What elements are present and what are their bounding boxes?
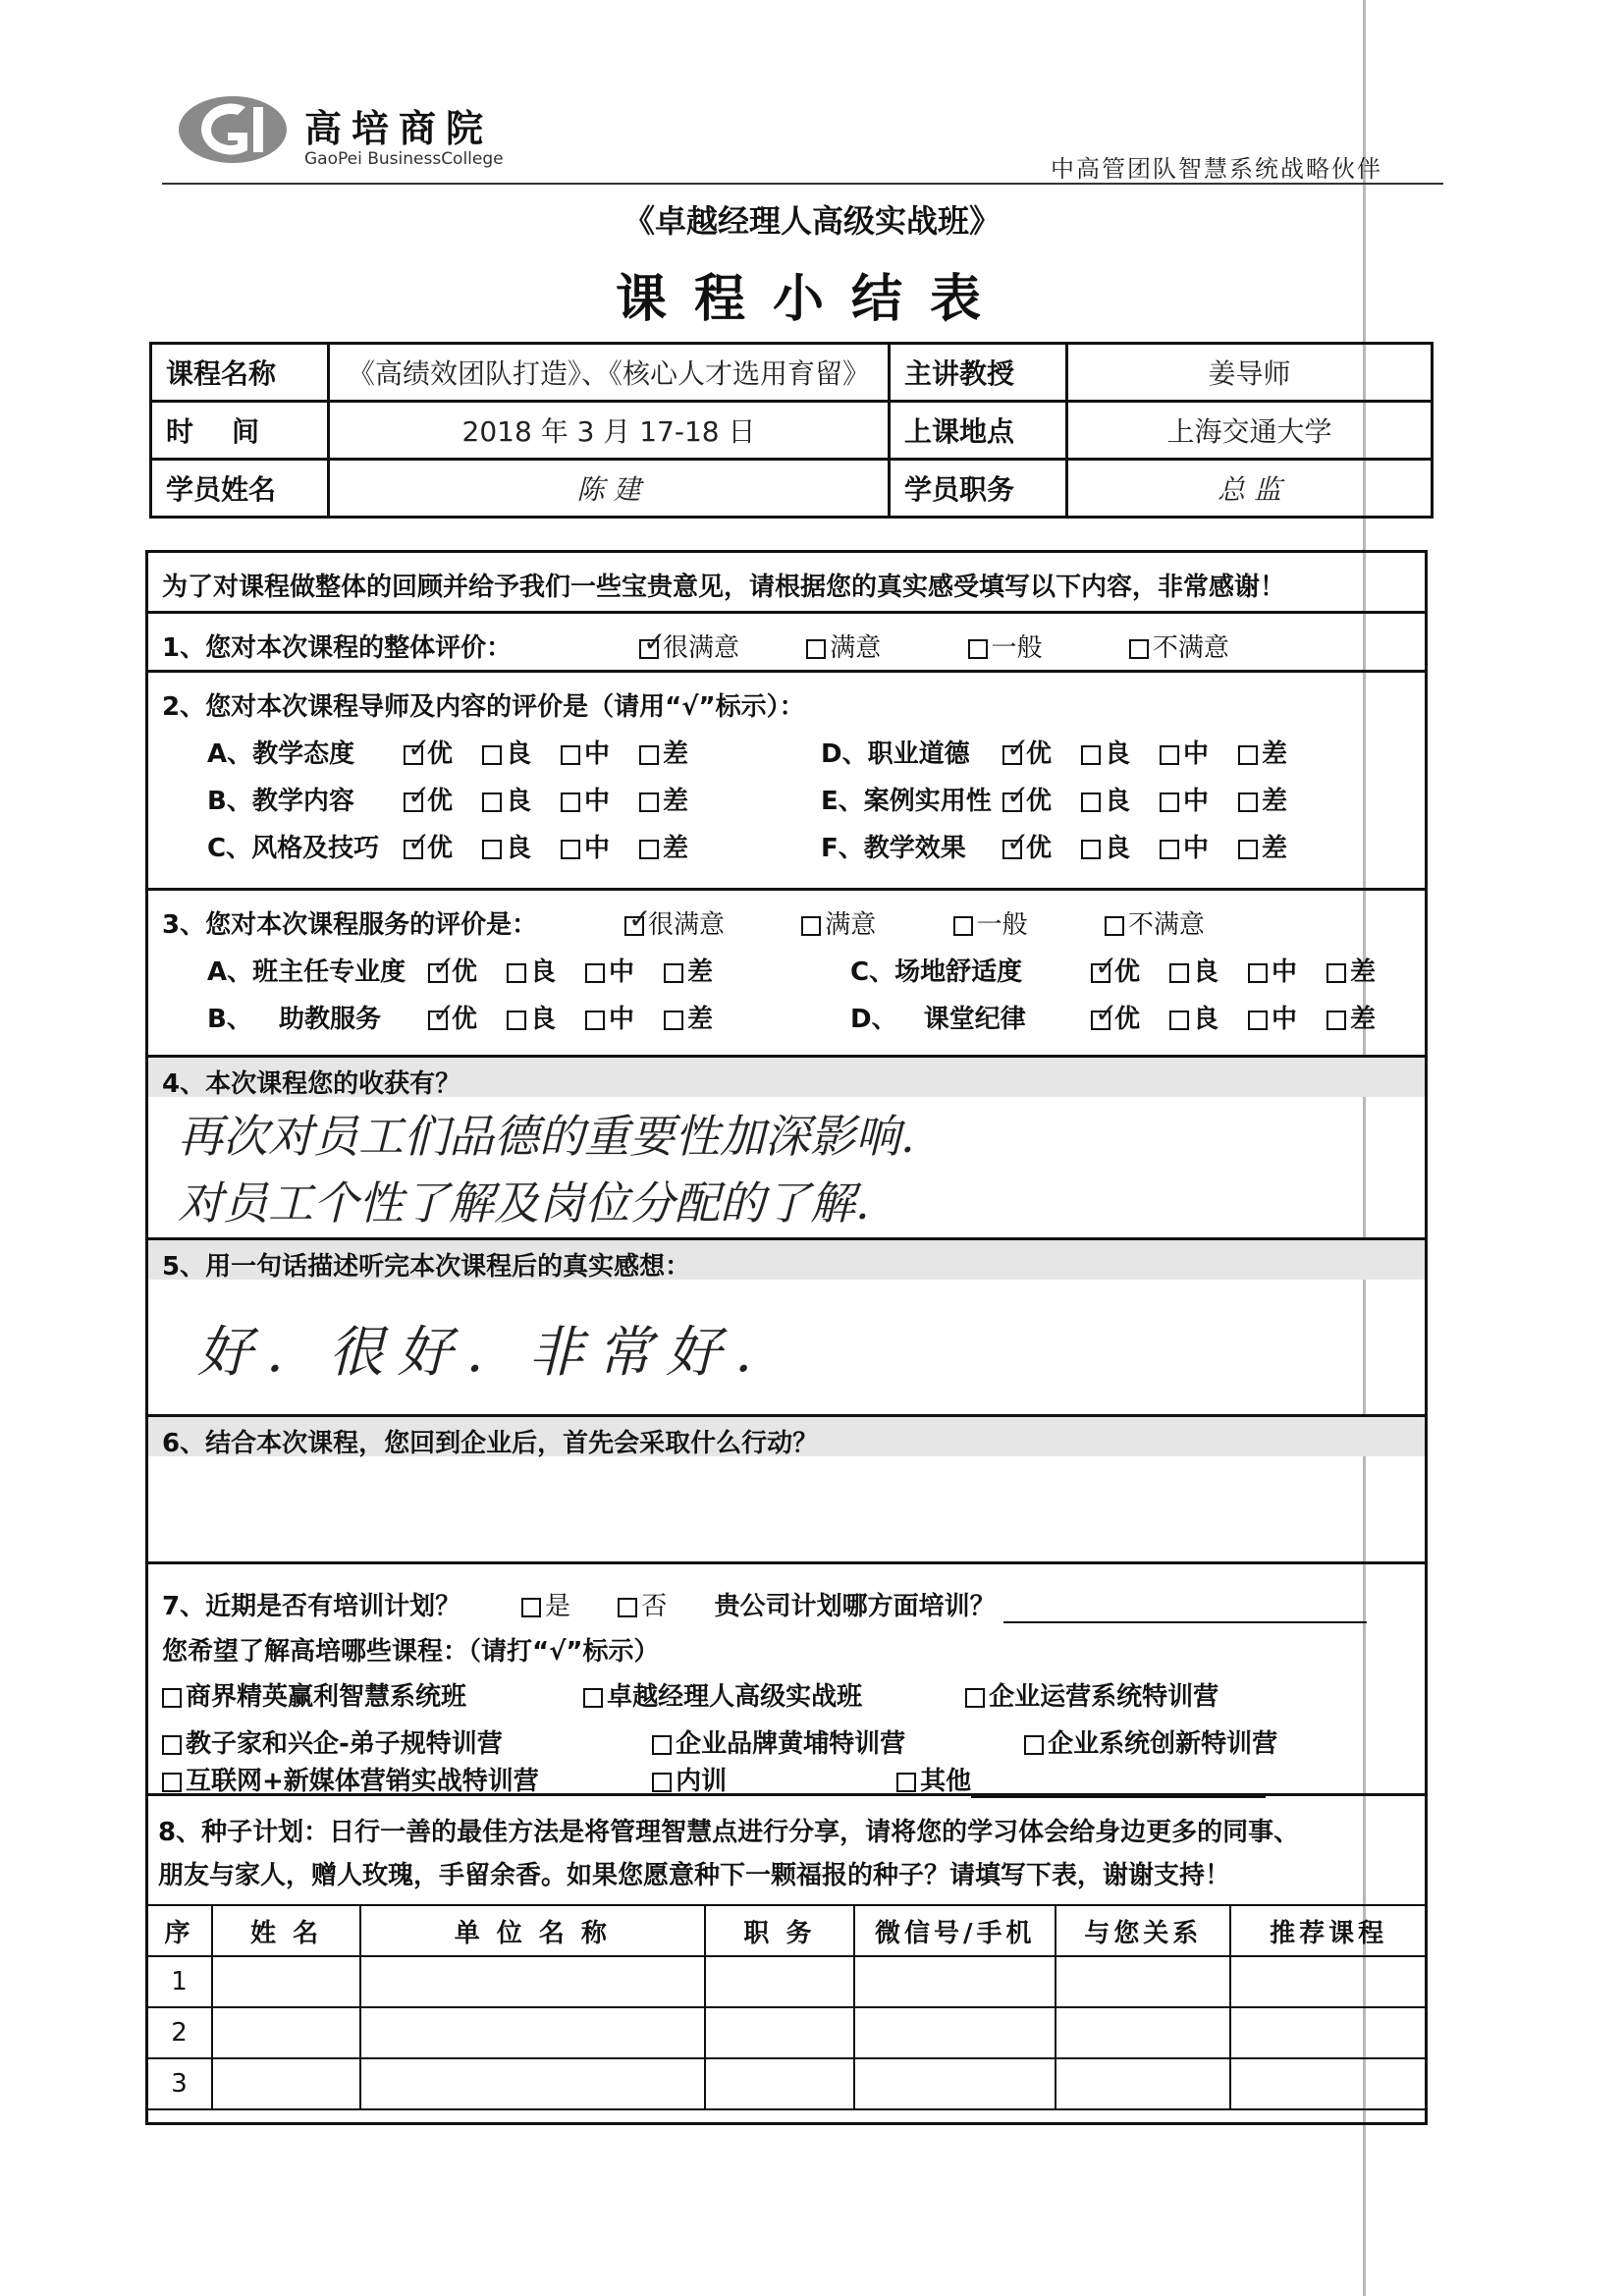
seed-header-cell: 姓 名 xyxy=(212,1905,360,1956)
brand-name-cn: 高培商院 xyxy=(304,107,494,150)
checkbox-icon xyxy=(1169,963,1189,983)
rating-option[interactable]: 中 xyxy=(1160,781,1209,817)
course-name-value: 《高绩效团队打造》、《核心人才选用育留》 xyxy=(329,344,890,402)
rating-option[interactable]: ✓ 优 xyxy=(1002,781,1052,817)
checkbox-icon xyxy=(583,1688,603,1708)
rating-option[interactable]: 良 xyxy=(1169,999,1218,1035)
seed-cell[interactable] xyxy=(705,2007,855,2058)
seed-cell[interactable] xyxy=(1056,2058,1230,2109)
rating-option[interactable]: ✓ 优 xyxy=(1002,828,1052,864)
seed-cell[interactable] xyxy=(854,2007,1056,2058)
brand-name-en: GaoPei BusinessCollege xyxy=(304,149,504,169)
time-value: 2018 年 3 月 17-18 日 xyxy=(329,402,890,460)
course-option[interactable]: 企业运营系统特训营 xyxy=(965,1682,1218,1712)
q7-area-label: 贵公司计划哪方面培训？ xyxy=(714,1592,996,1621)
rating-option[interactable]: 差 xyxy=(1238,781,1287,817)
q1-option[interactable]: 满意 xyxy=(806,628,881,664)
rating-row xyxy=(850,999,1405,1035)
course-option[interactable]: 商界精英赢利智慧系统班 xyxy=(162,1676,574,1713)
rating-option[interactable]: 良 xyxy=(1081,828,1130,864)
seed-cell[interactable] xyxy=(1230,2007,1427,2058)
rating-item-label: D、职业道德 xyxy=(821,739,970,769)
seed-cell[interactable] xyxy=(1056,1956,1230,2007)
course-option[interactable]: 教子家和兴企-弟子规特训营 xyxy=(162,1723,643,1760)
checkbox-icon xyxy=(1326,963,1346,983)
q3-option[interactable]: 满意 xyxy=(801,904,876,941)
checkbox-icon xyxy=(482,793,502,812)
course-option[interactable]: 其他 xyxy=(896,1767,1266,1796)
checkbox-checked-icon xyxy=(1091,1011,1110,1030)
checkbox-icon xyxy=(618,1598,637,1617)
teacher-label: 主讲教授 xyxy=(890,344,1067,402)
rating-option[interactable]: ✓ 优 xyxy=(1002,734,1052,770)
q7-area-input[interactable] xyxy=(1003,1592,1367,1623)
checkbox-checked-icon xyxy=(1002,793,1022,812)
q6-label: 6、结合本次课程，您回到企业后，首先会采取什么行动？ xyxy=(162,1429,819,1458)
checkbox-icon xyxy=(162,1735,182,1755)
checkbox-icon xyxy=(806,639,826,659)
checkbox-icon xyxy=(1081,793,1101,812)
seed-cell[interactable] xyxy=(1230,2058,1427,2109)
student-position-label: 学员职务 xyxy=(890,460,1067,518)
rating-option[interactable]: 良 xyxy=(1081,734,1130,770)
checkbox-icon xyxy=(1248,963,1268,983)
course-subtitle: 《卓越经理人高级实战班》 xyxy=(623,202,1001,240)
rating-item-label: B、 助教服务 xyxy=(207,1005,381,1034)
checkbox-icon xyxy=(1160,745,1179,765)
rating-option[interactable]: 差 xyxy=(664,952,713,988)
q5-label: 5、用一句话描述听完本次课程后的真实感想： xyxy=(162,1252,691,1282)
tagline: 中高管团队智慧系统战略伙伴 xyxy=(1051,155,1382,183)
q2-section xyxy=(148,673,1425,891)
student-position-value[interactable]: 总 监 xyxy=(1067,460,1433,518)
q7-no-option[interactable]: 否 xyxy=(618,1586,667,1622)
rating-row xyxy=(207,734,718,770)
q8-label-line2: 朋友与家人，赠人玫瑰，手留余香。如果您愿意种下一颗福报的种子？请填写下表，谢谢支持！ xyxy=(158,1861,1231,1890)
rating-item-label: D、 课堂纪律 xyxy=(850,1005,1026,1034)
checkbox-icon xyxy=(521,1598,541,1617)
checkbox-icon xyxy=(652,1735,672,1755)
rating-option[interactable]: 良 xyxy=(1169,952,1218,988)
rating-item-label: F、教学效果 xyxy=(821,834,966,863)
q2-label: 2、您对本次课程导师及内容的评价是（请用“√”标示）： xyxy=(162,692,805,722)
checkbox-icon xyxy=(1105,916,1124,936)
rating-row xyxy=(821,781,1317,817)
checkbox-icon xyxy=(1248,1011,1268,1030)
teacher-value: 姜导师 xyxy=(1067,344,1433,402)
seed-row xyxy=(146,2058,1427,2109)
rating-option[interactable]: ✓ 优 xyxy=(428,952,477,988)
q5-answer[interactable]: 好. 很好. 非常好. xyxy=(197,1321,767,1385)
checkbox-icon xyxy=(1081,840,1101,859)
gp-logo-icon xyxy=(177,93,290,167)
rating-option[interactable]: ✓ 优 xyxy=(404,828,453,864)
rating-row xyxy=(207,952,742,988)
rating-option[interactable]: ✓ 优 xyxy=(1091,952,1140,988)
checkbox-icon xyxy=(1160,840,1179,859)
q4-section xyxy=(148,1058,1425,1240)
checkbox-icon xyxy=(965,1688,985,1708)
rating-option[interactable]: 良 xyxy=(482,828,531,864)
q8-label-line1: 8、种子计划：日行一善的最佳方法是将管理智慧点进行分享，请将您的学习体会给身边更多的同事、 xyxy=(158,1818,1300,1847)
place-label: 上课地点 xyxy=(890,402,1067,460)
rating-row xyxy=(821,734,1317,770)
q7-courses-row1 xyxy=(162,1676,1218,1713)
rating-option[interactable]: ✓ 优 xyxy=(1091,999,1140,1035)
rating-option[interactable]: 中 xyxy=(1248,999,1297,1035)
q7-section xyxy=(148,1564,1425,1796)
course-option[interactable]: 内训 xyxy=(652,1761,888,1797)
checkbox-checked-icon xyxy=(1002,840,1022,859)
q1-section xyxy=(148,614,1425,673)
course-option[interactable]: 卓越经理人高级实战班 xyxy=(583,1676,956,1713)
checkbox-icon xyxy=(1081,745,1101,765)
checkbox-icon xyxy=(561,793,580,812)
seed-row xyxy=(146,1956,1427,2007)
rating-option[interactable]: 中 xyxy=(561,781,610,817)
rating-option[interactable]: 差 xyxy=(1326,952,1376,988)
checkbox-icon xyxy=(507,1011,526,1030)
q7-label: 7、近期是否有培训计划？ xyxy=(162,1592,461,1621)
q1-option[interactable]: 一般 xyxy=(968,628,1043,664)
rating-option[interactable]: 中 xyxy=(585,952,634,988)
rating-option[interactable]: 中 xyxy=(1160,828,1209,864)
header-rule xyxy=(162,183,1443,185)
checkbox-icon xyxy=(664,1011,683,1030)
rating-option[interactable]: 中 xyxy=(1160,734,1209,770)
checkbox-icon xyxy=(482,840,502,859)
q7-courses-row3 xyxy=(162,1761,1266,1798)
seed-header-cell: 与您关系 xyxy=(1056,1905,1230,1956)
checkbox-checked-icon xyxy=(428,1011,448,1030)
q5-section xyxy=(148,1240,1425,1417)
place-value: 上海交通大学 xyxy=(1067,402,1433,460)
q4-answer-line1[interactable]: 再次对员工们品德的重要性加深影响. xyxy=(178,1110,915,1163)
course-option[interactable]: 互联网+新媒体营销实战特训营 xyxy=(162,1761,643,1797)
checkbox-icon xyxy=(664,963,683,983)
rating-row xyxy=(207,781,718,817)
rating-option[interactable]: 良 xyxy=(1081,781,1130,817)
survey-form xyxy=(145,550,1428,2125)
seed-header-cell: 微信号/手机 xyxy=(854,1905,1056,1956)
rating-option[interactable]: 差 xyxy=(639,734,688,770)
checkbox-icon xyxy=(1129,639,1149,659)
seed-cell[interactable] xyxy=(360,1956,705,2007)
rating-option[interactable]: 良 xyxy=(482,734,531,770)
seed-cell[interactable] xyxy=(360,2007,705,2058)
checkbox-checked-icon xyxy=(1002,745,1022,765)
q6-section xyxy=(148,1417,1425,1564)
seed-row-index: 3 xyxy=(146,2058,212,2109)
rating-item-label: A、教学态度 xyxy=(207,739,355,769)
student-name-label: 学员姓名 xyxy=(151,460,329,518)
checkbox-checked-icon xyxy=(428,963,448,983)
seed-cell[interactable] xyxy=(854,1956,1056,2007)
rating-option[interactable]: 差 xyxy=(1238,828,1287,864)
rating-item-label: C、风格及技巧 xyxy=(207,834,380,863)
seed-cell[interactable] xyxy=(854,2058,1056,2109)
rating-option[interactable]: 差 xyxy=(664,999,713,1035)
checkbox-icon xyxy=(162,1773,182,1792)
q3-options xyxy=(624,904,1230,941)
q1-options xyxy=(639,628,1255,664)
checkbox-icon xyxy=(968,639,988,659)
checkbox-icon xyxy=(1238,745,1258,765)
seed-header-cell: 职 务 xyxy=(705,1905,855,1956)
checkbox-icon xyxy=(639,840,659,859)
q7-yes-option[interactable]: 是 xyxy=(521,1586,570,1622)
form-title: 课程小结表 xyxy=(615,270,1008,329)
course-option[interactable]: 企业品牌黄埔特训营 xyxy=(652,1723,1015,1760)
checkbox-icon xyxy=(1024,1735,1044,1755)
checkbox-icon xyxy=(561,840,580,859)
checkbox-icon xyxy=(162,1688,182,1708)
checkbox-icon xyxy=(561,745,580,765)
checkbox-icon xyxy=(1160,793,1179,812)
q1-option[interactable]: ✓ 很满意 xyxy=(639,628,739,664)
rating-item-label: B、教学内容 xyxy=(207,787,354,816)
seed-row xyxy=(146,2007,1427,2058)
seed-cell[interactable] xyxy=(212,1956,360,2007)
seed-row-index: 2 xyxy=(146,2007,212,2058)
rating-option[interactable]: ✓ 优 xyxy=(404,781,453,817)
seed-cell[interactable] xyxy=(705,1956,855,2007)
intro-text: 为了对课程做整体的回顾并给予我们一些宝贵意见，请根据您的真实感受填写以下内容，非常感谢！ xyxy=(162,573,1286,602)
checkbox-icon xyxy=(896,1773,916,1792)
course-name-label: 课程名称 xyxy=(151,344,329,402)
rating-option[interactable]: ✓ 优 xyxy=(404,734,453,770)
checkbox-icon xyxy=(482,745,502,765)
q3-option[interactable]: 不满意 xyxy=(1105,904,1205,941)
rating-item-label: A、班主任专业度 xyxy=(207,957,406,987)
checkbox-icon xyxy=(652,1773,672,1792)
intro-section xyxy=(148,553,1425,614)
seed-row-index: 1 xyxy=(146,1956,212,2007)
checkbox-checked-icon xyxy=(639,639,659,659)
checkbox-icon xyxy=(1238,840,1258,859)
course-info-table xyxy=(149,342,1434,519)
checkbox-checked-icon xyxy=(624,916,644,936)
checkbox-icon xyxy=(1169,1011,1189,1030)
rating-option[interactable]: 差 xyxy=(639,828,688,864)
checkbox-icon xyxy=(639,745,659,765)
seed-header-cell: 序 xyxy=(146,1905,212,1956)
checkbox-checked-icon xyxy=(404,793,423,812)
rating-row xyxy=(207,828,718,864)
rating-item-label: E、案例实用性 xyxy=(821,787,992,816)
q3-option[interactable]: 一般 xyxy=(953,904,1028,941)
q7-courses-row2 xyxy=(162,1723,1277,1760)
seed-plan-table xyxy=(145,1904,1428,2110)
checkbox-checked-icon xyxy=(404,840,423,859)
q4-answer-line2[interactable]: 对员工个性了解及岗位分配的了解. xyxy=(178,1176,870,1230)
student-name-value[interactable]: 陈 建 xyxy=(329,460,890,518)
q1-option[interactable]: 不满意 xyxy=(1129,628,1229,664)
checkbox-icon xyxy=(507,963,526,983)
q4-label: 4、本次课程您的收获有？ xyxy=(162,1069,461,1099)
rating-row xyxy=(207,999,742,1035)
checkbox-icon xyxy=(953,916,973,936)
seed-header-cell: 推荐课程 xyxy=(1230,1905,1427,1956)
checkbox-checked-icon xyxy=(1091,963,1110,983)
seed-cell[interactable] xyxy=(705,2058,855,2109)
checkbox-icon xyxy=(585,1011,605,1030)
checkbox-checked-icon xyxy=(404,745,423,765)
rating-option[interactable]: 良 xyxy=(507,952,556,988)
q3-section xyxy=(148,891,1425,1058)
seed-cell[interactable] xyxy=(1056,2007,1230,2058)
rating-item-label: C、场地舒适度 xyxy=(850,957,1023,987)
rating-option[interactable]: 中 xyxy=(585,999,634,1035)
seed-cell[interactable] xyxy=(212,2007,360,2058)
q1-label: 1、您对本次课程的整体评价： xyxy=(162,633,513,663)
seed-header-cell: 单 位 名 称 xyxy=(360,1905,705,1956)
rating-option[interactable]: 差 xyxy=(639,781,688,817)
rating-row xyxy=(821,828,1317,864)
seed-cell[interactable] xyxy=(360,2058,705,2109)
rating-option[interactable]: ✓ 优 xyxy=(428,999,477,1035)
seed-cell[interactable] xyxy=(1230,1956,1427,2007)
q8-section xyxy=(148,1796,1425,1904)
checkbox-icon xyxy=(801,916,821,936)
rating-option[interactable]: 中 xyxy=(561,734,610,770)
q7-courses-label: 您希望了解高培哪些课程：（请打“√”标示） xyxy=(162,1637,660,1667)
checkbox-icon xyxy=(1238,793,1258,812)
rating-option[interactable]: 差 xyxy=(1238,734,1287,770)
q3-label: 3、您对本次课程服务的评价是： xyxy=(162,910,538,940)
checkbox-icon xyxy=(585,963,605,983)
rating-option[interactable]: 中 xyxy=(1248,952,1297,988)
q3-option[interactable]: ✓ 很满意 xyxy=(624,904,725,941)
checkbox-icon xyxy=(639,793,659,812)
rating-option[interactable]: 良 xyxy=(482,781,531,817)
course-option[interactable]: 企业系统创新特训营 xyxy=(1024,1729,1277,1759)
checkbox-icon xyxy=(1326,1011,1346,1030)
time-label: 时 间 xyxy=(151,402,329,460)
seed-header-row xyxy=(146,1905,1427,1956)
rating-option[interactable]: 良 xyxy=(507,999,556,1035)
rating-option[interactable]: 中 xyxy=(561,828,610,864)
rating-option[interactable]: 差 xyxy=(1326,999,1376,1035)
seed-cell[interactable] xyxy=(212,2058,360,2109)
rating-row xyxy=(850,952,1405,988)
